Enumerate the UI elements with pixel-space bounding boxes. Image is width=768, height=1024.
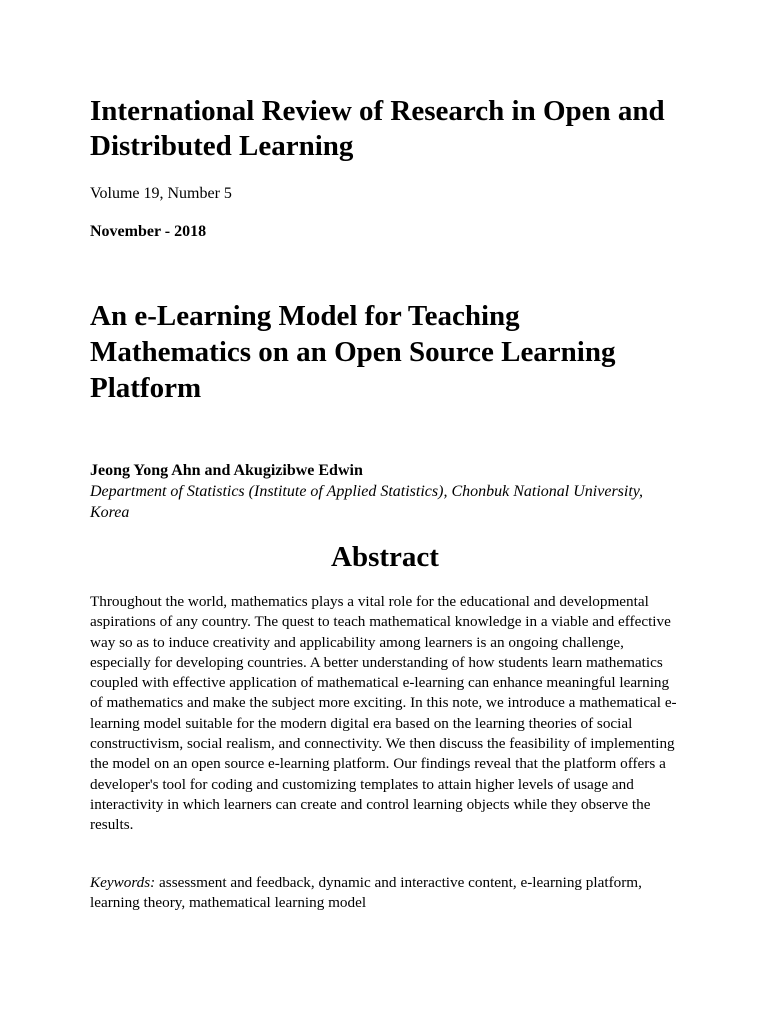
article-title: An e-Learning Model for Teaching Mathematics on an Open Source Learning Platform [90,300,616,404]
journal-title: International Review of Research in Open and Distributed Learning [90,95,665,162]
issue-date: November - 2018 [90,223,207,240]
keywords-label: Keywords: [90,874,156,891]
volume-number: Volume 19, Number 5 [90,185,232,202]
abstract-heading: Abstract [331,541,439,573]
keywords-section [90,873,680,914]
author-affiliation: Department of Statistics (Institute of Applied Statistics), Chonbuk National University, Korea [90,483,643,521]
keywords-text: assessment and feedback, dynamic and interactive content, e-learning platform, learning theory, mathematical learning model [90,874,642,912]
abstract-body: Throughout the world, mathematics plays a vital role for the educational and developmental aspirations of any country. The quest to teach mathematical knowledge in a viable and effective way so as to induce creativity and applicability among learners is an ongoing challenge, especially for developing countries. A better understanding of how students learn mathematics coupled with effective application of mathematical e-learning can enhance meaningful learning of mathematics and make the subject more exciting. In this note, we introduce a mathematical e-learning model suitable for the modern digital era based on the learning theories of social constructivism, social realism, and connectivity. We then discuss the feasibility of implementing the model on an open source e-learning platform. Our findings reveal that the platform offers a developer's tool for coding and customizing templates to attain higher levels of usage and interactivity in which learners can create and control learning objects while they observe the results. [90,593,677,834]
author-list: Jeong Yong Ahn and Akugizibwe Edwin [90,462,363,479]
